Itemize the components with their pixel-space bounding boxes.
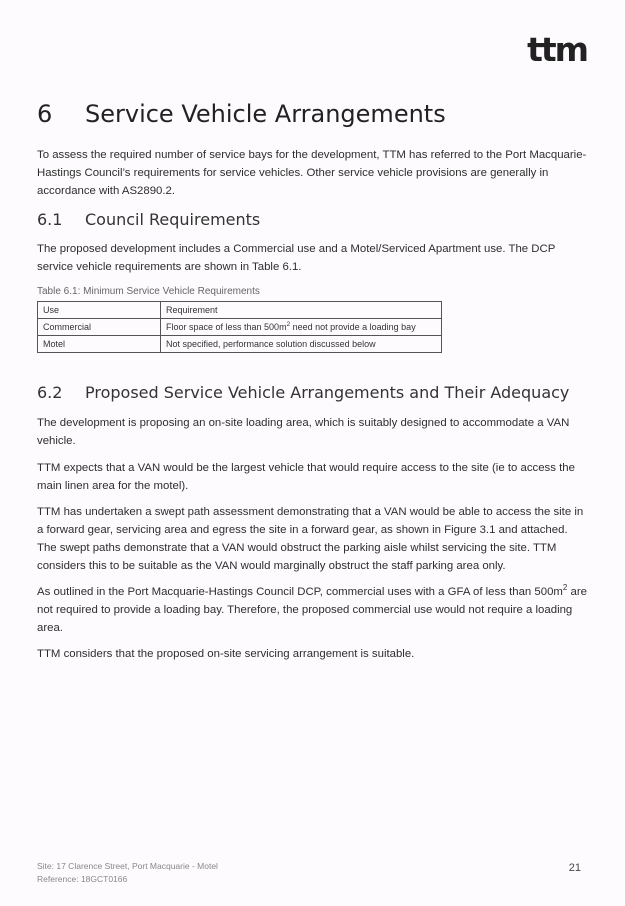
section-number: 6 <box>37 100 53 128</box>
page-number: 21 <box>568 862 581 874</box>
table-cell-use: Commercial <box>38 319 161 336</box>
service-vehicle-table <box>37 301 442 353</box>
table-caption: Table 6.1: Minimum Service Vehicle Requirements <box>37 286 260 297</box>
superscript: 2 <box>562 583 568 593</box>
footer-reference: Reference: 18GCT0166 <box>37 874 128 884</box>
footer-site: Site: 17 Clarence Street, Port Macquarie - Motel <box>37 861 218 871</box>
ttm-logo: ttm <box>527 30 587 69</box>
table-cell-requirement <box>161 319 442 336</box>
dcp-text: As outlined in the Port Macquarie-Hastings Council DCP, commercial uses with a GFA of less than 500m <box>37 586 563 598</box>
subsection-number: 6.2 <box>37 383 63 402</box>
dcp-text-end: are not required to provide a loading bay. Therefore, the proposed commercial use would not require a loading area. <box>37 586 587 634</box>
section-heading <box>37 100 446 128</box>
paragraph-swept-path: TTM has undertaken a swept path assessment demonstrating that a VAN would be able to access the site in a forward gear, servicing area and egress the site in a forward gear, as shown in Figure 3.1 and attached. The swept paths demonstrate that a VAN would obstruct the parking aisle whilst servicing the site. TTM considers this to be suitable as the VAN would marginally obstruct the staff parking area only. <box>37 506 584 572</box>
subsection-heading-6-2 <box>37 383 569 402</box>
subsection-number: 6.1 <box>37 210 63 229</box>
table-header-requirement: Requirement <box>161 302 442 319</box>
table-cell-requirement: Not specified, performance solution discussed below <box>161 336 442 353</box>
paragraph-conclusion: TTM considers that the proposed on-site servicing arrangement is suitable. <box>37 648 415 660</box>
superscript: 2 <box>286 321 291 328</box>
subsection-title: Proposed Service Vehicle Arrangements and Their Adequacy <box>85 383 570 402</box>
paragraph-loading-area: The development is proposing an on-site loading area, which is suitably designed to accommodate a VAN vehicle. <box>37 417 570 447</box>
table-row <box>38 319 442 336</box>
intro-paragraph: To assess the required number of service bays for the development, TTM has referred to the Port Macquarie-Hastings Council’s requirements for service vehicles. Other service vehicle provisions are generally in accordance with AS2890.2. <box>37 149 587 197</box>
requirement-text: Floor space of less than 500m <box>166 322 287 332</box>
table-row <box>38 336 442 353</box>
requirement-text-end: need not provide a loading bay <box>290 322 416 332</box>
paragraph-van-expectation: TTM expects that a VAN would be the largest vehicle that would require access to the site (ie to access the main linen area for the motel). <box>37 462 575 492</box>
section-title: Service Vehicle Arrangements <box>85 100 446 128</box>
council-requirements-paragraph: The proposed development includes a Commercial use and a Motel/Serviced Apartment use. The DCP service vehicle requirements are shown in Table 6.1. <box>37 243 556 273</box>
footer-info <box>37 860 218 886</box>
table-cell-use: Motel <box>38 336 161 353</box>
paragraph-dcp-commercial <box>37 583 587 637</box>
subsection-heading-6-1 <box>37 210 260 229</box>
table-header-row <box>38 302 442 319</box>
table-header-use: Use <box>38 302 161 319</box>
subsection-title: Council Requirements <box>85 210 261 229</box>
